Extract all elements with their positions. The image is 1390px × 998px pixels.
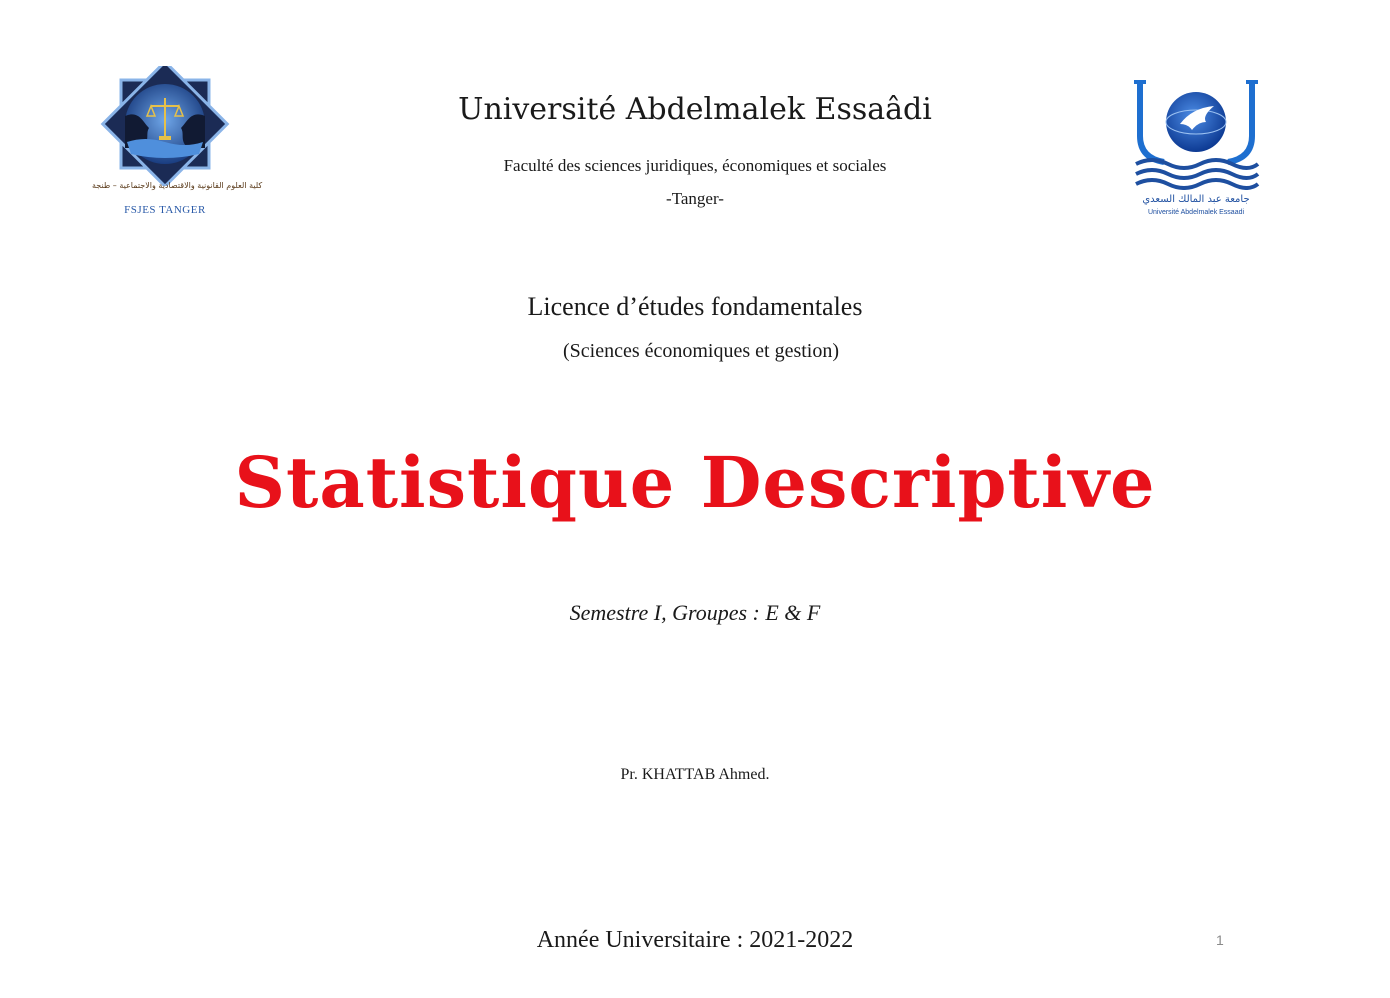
- professor-name: Pr. KHATTAB Ahmed.: [620, 766, 770, 783]
- page-number: 1: [1216, 932, 1224, 948]
- university-logo-arabic-text: جامعة عبد المالك السعدي: [1142, 194, 1250, 205]
- semester-groups: Semestre I, Groupes : E & F: [569, 600, 821, 625]
- faculty-name: Faculté des sciences juridiques, économiques et sociales: [503, 156, 887, 175]
- fsjes-logo-caption: FSJES TANGER: [124, 204, 206, 216]
- fsjes-logo-arabic-text: كلية العلوم القانونية والاقتصادية والاجتماعية – طنجة: [92, 181, 263, 190]
- program-field: (Sciences économiques et gestion): [562, 340, 840, 362]
- course-title: Statistique Descriptive: [234, 441, 1156, 524]
- academic-year: Année Universitaire : 2021-2022: [536, 927, 854, 953]
- degree-title: Licence d’études fondamentales: [527, 292, 863, 321]
- city-name: -Tanger-: [666, 189, 724, 208]
- university-name: Université Abdelmalek Essaâdi: [458, 92, 932, 127]
- university-logo-caption: Université Abdelmalek Essaadi: [1147, 209, 1245, 216]
